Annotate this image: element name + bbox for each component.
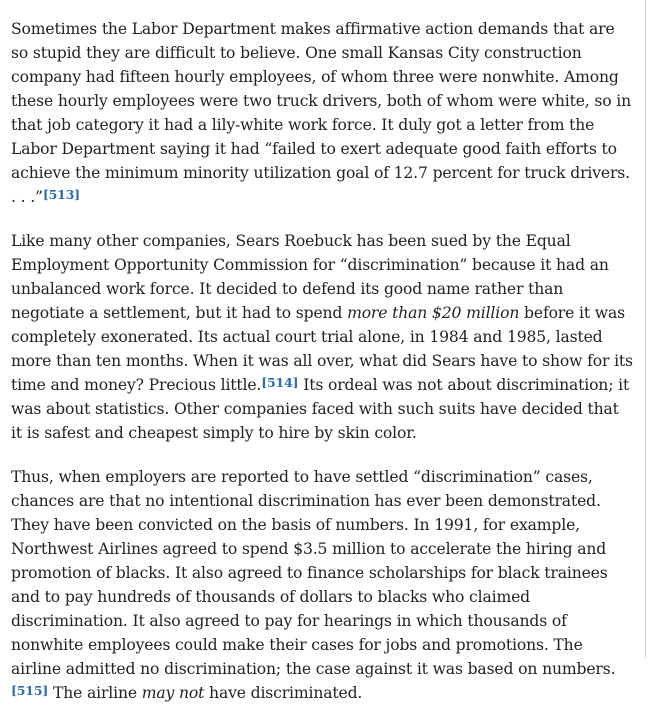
article-body	[11, 17, 633, 725]
emphasis-text: more than $20 million	[347, 304, 520, 322]
paragraph-text: Sometimes the Labor Department makes affirmative action demands that are so stupid they are difficult to believe. One small Kansas City construction company had fifteen hourly employees, of whom three were nonwhite. Among these hourly employees were two truck drivers, both of whom were white, so in that job category it had a lily-white work force. It duly got a letter from the Labor Department saying it had “failed to exert adequate good faith efforts to achieve the minimum minority utilization goal of 12.7 percent for truck drivers. . . .”	[11, 20, 632, 206]
footnote-link-513[interactable]: [513]	[42, 187, 81, 202]
paragraph-text: Thus, when employers are reported to have settled “discrimination” cases, chances are that no intentional discrimination has ever been demonstrated. They have been convicted on the basis of numbers. In 1991, for example, Northwest Airlines agreed to spend $3.5 million to accelerate the hiring and promotion of blacks. It also agreed to finance scholarships for black trainees and to pay hundreds of thousands of dollars to blacks who claimed discrimination. It also agreed to pay for hearings in which thousands of nonwhite employees could make their cases for jobs and promotions. The airline admitted no discrimination; the case against it was based on numbers.	[11, 468, 616, 678]
paragraph-text: The airline	[48, 684, 142, 702]
paragraph-text: have discriminated.	[204, 684, 363, 702]
footnote-link-514[interactable]: [514]	[261, 375, 299, 390]
emphasis-text: may not	[141, 684, 205, 702]
paragraph-labor-department	[11, 17, 633, 209]
paragraph-northwest-airlines	[11, 465, 633, 705]
footnote-link-515[interactable]: [515]	[11, 683, 49, 698]
paragraph-text: Like many other companies, Sears Roebuck has been sued by the Equal Employment Opportunity Commission for “discrimination” because it had an unbalanced work force. It decided to defend its good name rather than negotiate a settlement, but it had to spend	[11, 232, 609, 322]
paragraph-sears-roebuck	[11, 229, 633, 445]
paragraph-text: before it was completely exonerated. Its actual court trial alone, in 1984 and 1985, lasted more than ten months. When it was all over, what did Sears have to show for its time and money? Precious little.	[11, 304, 633, 394]
paragraph-text: Its ordeal was not about discrimination; it was about statistics. Other companies faced with such suits have decided that it is safest and cheapest simply to hire by skin color.	[11, 376, 630, 442]
